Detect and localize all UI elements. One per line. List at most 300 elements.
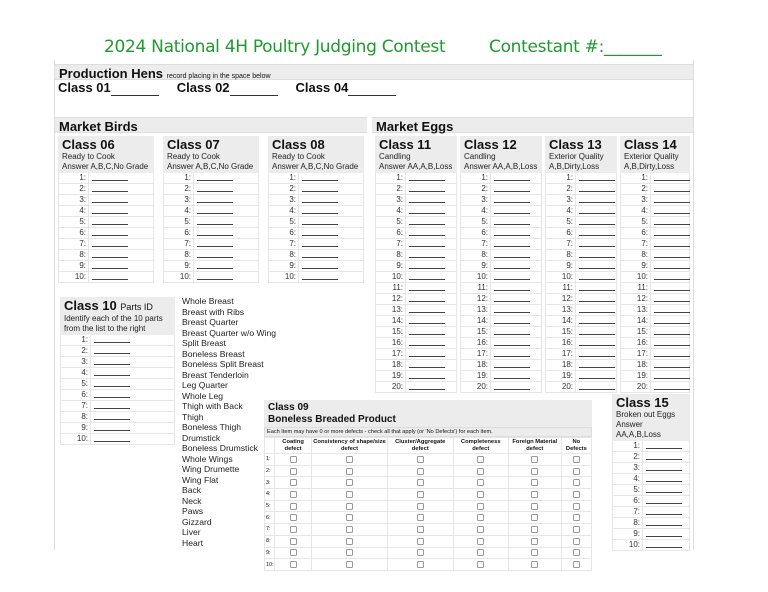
defect-checkbox[interactable]	[417, 549, 424, 556]
answer-row[interactable]	[620, 371, 690, 382]
defect-checkbox[interactable]	[531, 514, 538, 521]
answer-blank[interactable]	[194, 239, 258, 249]
answer-blank[interactable]	[491, 272, 541, 282]
defect-checkbox[interactable]	[290, 468, 297, 475]
answer-row[interactable]	[375, 349, 457, 360]
answer-blank[interactable]	[651, 305, 689, 315]
answer-blank[interactable]	[643, 529, 689, 539]
defect-checkbox[interactable]	[477, 526, 484, 533]
answer-blank[interactable]	[651, 360, 689, 370]
answer-row[interactable]	[460, 338, 542, 349]
answer-row[interactable]	[460, 316, 542, 327]
answer-blank[interactable]	[576, 228, 616, 238]
answer-blank[interactable]	[491, 239, 541, 249]
answer-row[interactable]	[545, 217, 617, 228]
answer-blank[interactable]	[91, 434, 174, 444]
defect-checkbox[interactable]	[531, 561, 538, 568]
answer-blank[interactable]	[89, 195, 153, 205]
production-class-field[interactable]	[296, 80, 397, 95]
answer-row[interactable]	[375, 316, 457, 327]
answer-row[interactable]	[620, 382, 690, 393]
defect-checkbox[interactable]	[417, 526, 424, 533]
answer-row[interactable]	[545, 261, 617, 272]
answer-blank[interactable]	[348, 80, 396, 96]
answer-blank[interactable]	[651, 371, 689, 381]
production-class-field[interactable]	[177, 80, 278, 95]
answer-row[interactable]	[375, 206, 457, 217]
defect-checkbox[interactable]	[346, 538, 353, 545]
answer-row[interactable]	[620, 261, 690, 272]
answer-row[interactable]	[163, 217, 259, 228]
answer-blank[interactable]	[406, 338, 456, 348]
production-class-field[interactable]	[58, 80, 159, 95]
answer-row[interactable]	[545, 250, 617, 261]
answer-blank[interactable]	[194, 195, 258, 205]
answer-row[interactable]	[268, 239, 364, 250]
defect-checkbox[interactable]	[531, 549, 538, 556]
defect-checkbox[interactable]	[573, 503, 580, 510]
defect-checkbox[interactable]	[290, 503, 297, 510]
answer-blank[interactable]	[299, 217, 363, 227]
answer-row[interactable]	[58, 272, 154, 283]
answer-row[interactable]	[375, 250, 457, 261]
answer-row[interactable]	[545, 338, 617, 349]
answer-blank[interactable]	[91, 335, 174, 345]
answer-row[interactable]	[58, 206, 154, 217]
answer-blank[interactable]	[576, 239, 616, 249]
defect-checkbox[interactable]	[290, 526, 297, 533]
answer-row[interactable]	[268, 184, 364, 195]
answer-blank[interactable]	[194, 261, 258, 271]
answer-blank[interactable]	[91, 390, 174, 400]
answer-row[interactable]	[375, 382, 457, 393]
answer-row[interactable]	[460, 382, 542, 393]
answer-blank[interactable]	[576, 338, 616, 348]
answer-row[interactable]	[545, 371, 617, 382]
answer-blank[interactable]	[406, 382, 456, 392]
answer-blank[interactable]	[194, 250, 258, 260]
answer-blank[interactable]	[406, 217, 456, 227]
defect-checkbox[interactable]	[531, 479, 538, 486]
answer-row[interactable]	[612, 507, 690, 518]
defect-checkbox[interactable]	[531, 503, 538, 510]
answer-blank[interactable]	[406, 360, 456, 370]
answer-blank[interactable]	[111, 80, 159, 96]
answer-row[interactable]	[60, 379, 175, 390]
defect-checkbox[interactable]	[531, 468, 538, 475]
defect-checkbox[interactable]	[477, 503, 484, 510]
answer-blank[interactable]	[576, 173, 616, 183]
answer-blank[interactable]	[406, 195, 456, 205]
answer-blank[interactable]	[576, 261, 616, 271]
answer-row[interactable]	[268, 228, 364, 239]
answer-blank[interactable]	[576, 184, 616, 194]
answer-blank[interactable]	[491, 195, 541, 205]
defect-checkbox[interactable]	[573, 549, 580, 556]
answer-blank[interactable]	[491, 316, 541, 326]
answer-blank[interactable]	[576, 316, 616, 326]
answer-blank[interactable]	[406, 294, 456, 304]
answer-row[interactable]	[268, 272, 364, 283]
answer-blank[interactable]	[194, 272, 258, 282]
answer-row[interactable]	[545, 195, 617, 206]
answer-row[interactable]	[460, 283, 542, 294]
defect-checkbox[interactable]	[290, 561, 297, 568]
answer-row[interactable]	[460, 217, 542, 228]
answer-blank[interactable]	[491, 283, 541, 293]
defect-checkbox[interactable]	[290, 456, 297, 463]
answer-row[interactable]	[375, 239, 457, 250]
answer-blank[interactable]	[91, 412, 174, 422]
answer-blank[interactable]	[194, 173, 258, 183]
answer-row[interactable]	[460, 349, 542, 360]
answer-blank[interactable]	[89, 261, 153, 271]
answer-row[interactable]	[460, 239, 542, 250]
answer-blank[interactable]	[643, 485, 689, 495]
answer-row[interactable]	[375, 338, 457, 349]
answer-blank[interactable]	[643, 452, 689, 462]
answer-row[interactable]	[268, 250, 364, 261]
answer-row[interactable]	[545, 283, 617, 294]
answer-row[interactable]	[375, 294, 457, 305]
answer-blank[interactable]	[194, 206, 258, 216]
answer-blank[interactable]	[491, 382, 541, 392]
defect-checkbox[interactable]	[290, 549, 297, 556]
defect-checkbox[interactable]	[346, 479, 353, 486]
answer-blank[interactable]	[651, 349, 689, 359]
answer-row[interactable]	[268, 173, 364, 184]
answer-blank[interactable]	[643, 518, 689, 528]
answer-row[interactable]	[60, 390, 175, 401]
answer-blank[interactable]	[651, 261, 689, 271]
answer-row[interactable]	[545, 382, 617, 393]
defect-checkbox[interactable]	[346, 549, 353, 556]
answer-blank[interactable]	[651, 294, 689, 304]
answer-row[interactable]	[375, 173, 457, 184]
answer-blank[interactable]	[491, 327, 541, 337]
answer-blank[interactable]	[643, 540, 689, 550]
defect-checkbox[interactable]	[477, 491, 484, 498]
defect-checkbox[interactable]	[290, 514, 297, 521]
answer-row[interactable]	[545, 360, 617, 371]
defect-checkbox[interactable]	[573, 479, 580, 486]
answer-row[interactable]	[620, 250, 690, 261]
answer-blank[interactable]	[406, 349, 456, 359]
answer-row[interactable]	[620, 239, 690, 250]
answer-row[interactable]	[620, 217, 690, 228]
answer-blank[interactable]	[406, 206, 456, 216]
answer-blank[interactable]	[406, 173, 456, 183]
answer-blank[interactable]	[651, 338, 689, 348]
answer-blank[interactable]	[651, 239, 689, 249]
answer-row[interactable]	[545, 316, 617, 327]
answer-blank[interactable]	[89, 206, 153, 216]
answer-blank[interactable]	[651, 382, 689, 392]
defect-checkbox[interactable]	[417, 514, 424, 521]
answer-blank[interactable]	[651, 316, 689, 326]
defect-checkbox[interactable]	[477, 561, 484, 568]
defect-checkbox[interactable]	[531, 538, 538, 545]
answer-row[interactable]	[620, 294, 690, 305]
answer-blank[interactable]	[406, 261, 456, 271]
answer-blank[interactable]	[491, 228, 541, 238]
answer-blank[interactable]	[651, 195, 689, 205]
answer-blank[interactable]	[491, 338, 541, 348]
answer-row[interactable]	[545, 327, 617, 338]
answer-blank[interactable]	[194, 184, 258, 194]
answer-blank[interactable]	[576, 217, 616, 227]
answer-row[interactable]	[545, 349, 617, 360]
answer-blank[interactable]	[406, 250, 456, 260]
answer-blank[interactable]	[491, 173, 541, 183]
defect-checkbox[interactable]	[417, 561, 424, 568]
answer-blank[interactable]	[91, 357, 174, 367]
answer-row[interactable]	[60, 401, 175, 412]
answer-row[interactable]	[545, 173, 617, 184]
defect-checkbox[interactable]	[346, 491, 353, 498]
answer-row[interactable]	[58, 184, 154, 195]
answer-row[interactable]	[58, 217, 154, 228]
answer-blank[interactable]	[299, 184, 363, 194]
answer-blank[interactable]	[299, 239, 363, 249]
answer-blank[interactable]	[576, 206, 616, 216]
defect-checkbox[interactable]	[417, 468, 424, 475]
answer-row[interactable]	[375, 217, 457, 228]
answer-blank[interactable]	[91, 346, 174, 356]
answer-blank[interactable]	[194, 217, 258, 227]
answer-blank[interactable]	[576, 349, 616, 359]
defect-checkbox[interactable]	[531, 456, 538, 463]
answer-blank[interactable]	[299, 173, 363, 183]
answer-row[interactable]	[620, 206, 690, 217]
defect-checkbox[interactable]	[290, 479, 297, 486]
answer-blank[interactable]	[491, 250, 541, 260]
defect-checkbox[interactable]	[346, 456, 353, 463]
answer-blank[interactable]	[491, 261, 541, 271]
answer-row[interactable]	[375, 184, 457, 195]
answer-row[interactable]	[545, 294, 617, 305]
answer-row[interactable]	[58, 195, 154, 206]
answer-row[interactable]	[460, 360, 542, 371]
defect-checkbox[interactable]	[346, 526, 353, 533]
answer-blank[interactable]	[230, 80, 278, 96]
defect-checkbox[interactable]	[417, 456, 424, 463]
answer-row[interactable]	[163, 228, 259, 239]
answer-row[interactable]	[620, 173, 690, 184]
answer-blank[interactable]	[643, 474, 689, 484]
answer-row[interactable]	[163, 272, 259, 283]
answer-row[interactable]	[268, 206, 364, 217]
answer-blank[interactable]	[299, 195, 363, 205]
defect-checkbox[interactable]	[573, 456, 580, 463]
defect-checkbox[interactable]	[417, 503, 424, 510]
answer-row[interactable]	[268, 261, 364, 272]
answer-row[interactable]	[545, 184, 617, 195]
answer-row[interactable]	[620, 360, 690, 371]
answer-row[interactable]	[460, 228, 542, 239]
answer-row[interactable]	[375, 360, 457, 371]
answer-blank[interactable]	[491, 184, 541, 194]
answer-blank[interactable]	[406, 305, 456, 315]
defect-checkbox[interactable]	[573, 561, 580, 568]
answer-row[interactable]	[460, 195, 542, 206]
answer-blank[interactable]	[651, 327, 689, 337]
answer-blank[interactable]	[89, 272, 153, 282]
answer-row[interactable]	[163, 261, 259, 272]
answer-blank[interactable]	[91, 401, 174, 411]
answer-row[interactable]	[58, 228, 154, 239]
answer-row[interactable]	[545, 228, 617, 239]
answer-row[interactable]	[58, 173, 154, 184]
answer-blank[interactable]	[643, 441, 689, 451]
answer-blank[interactable]	[491, 349, 541, 359]
defect-checkbox[interactable]	[573, 468, 580, 475]
answer-row[interactable]	[620, 338, 690, 349]
defect-checkbox[interactable]	[290, 538, 297, 545]
answer-blank[interactable]	[491, 217, 541, 227]
answer-blank[interactable]	[643, 507, 689, 517]
answer-row[interactable]	[620, 184, 690, 195]
answer-blank[interactable]	[491, 371, 541, 381]
answer-row[interactable]	[460, 327, 542, 338]
answer-row[interactable]	[375, 261, 457, 272]
answer-row[interactable]	[460, 261, 542, 272]
answer-row[interactable]	[460, 371, 542, 382]
answer-row[interactable]	[60, 412, 175, 423]
defect-checkbox[interactable]	[346, 468, 353, 475]
answer-blank[interactable]	[89, 250, 153, 260]
answer-row[interactable]	[268, 195, 364, 206]
defect-checkbox[interactable]	[477, 538, 484, 545]
answer-blank[interactable]	[491, 305, 541, 315]
answer-row[interactable]	[268, 217, 364, 228]
answer-row[interactable]	[163, 195, 259, 206]
answer-row[interactable]	[620, 327, 690, 338]
answer-row[interactable]	[612, 485, 690, 496]
defect-checkbox[interactable]	[573, 491, 580, 498]
answer-row[interactable]	[612, 441, 690, 452]
answer-row[interactable]	[620, 349, 690, 360]
answer-blank[interactable]	[643, 496, 689, 506]
defect-checkbox[interactable]	[531, 491, 538, 498]
answer-blank[interactable]	[576, 294, 616, 304]
answer-blank[interactable]	[651, 272, 689, 282]
answer-blank[interactable]	[576, 371, 616, 381]
answer-row[interactable]	[620, 305, 690, 316]
answer-blank[interactable]	[406, 327, 456, 337]
answer-blank[interactable]	[651, 206, 689, 216]
answer-row[interactable]	[163, 239, 259, 250]
answer-row[interactable]	[620, 195, 690, 206]
answer-row[interactable]	[58, 250, 154, 261]
answer-row[interactable]	[545, 206, 617, 217]
defect-checkbox[interactable]	[477, 456, 484, 463]
answer-row[interactable]	[375, 272, 457, 283]
defect-checkbox[interactable]	[573, 538, 580, 545]
answer-row[interactable]	[620, 272, 690, 283]
defect-checkbox[interactable]	[417, 538, 424, 545]
answer-blank[interactable]	[299, 206, 363, 216]
answer-row[interactable]	[612, 529, 690, 540]
answer-row[interactable]	[60, 357, 175, 368]
answer-row[interactable]	[460, 173, 542, 184]
answer-blank[interactable]	[491, 294, 541, 304]
answer-blank[interactable]	[89, 228, 153, 238]
answer-blank[interactable]	[651, 228, 689, 238]
answer-row[interactable]	[60, 346, 175, 357]
answer-row[interactable]	[375, 327, 457, 338]
defect-checkbox[interactable]	[573, 514, 580, 521]
answer-blank[interactable]	[194, 228, 258, 238]
answer-row[interactable]	[612, 452, 690, 463]
answer-row[interactable]	[163, 184, 259, 195]
answer-row[interactable]	[163, 206, 259, 217]
answer-blank[interactable]	[406, 272, 456, 282]
answer-blank[interactable]	[406, 316, 456, 326]
answer-row[interactable]	[460, 305, 542, 316]
answer-row[interactable]	[375, 305, 457, 316]
answer-blank[interactable]	[89, 173, 153, 183]
answer-blank[interactable]	[406, 239, 456, 249]
answer-blank[interactable]	[299, 272, 363, 282]
defect-checkbox[interactable]	[477, 514, 484, 521]
answer-blank[interactable]	[576, 250, 616, 260]
answer-blank[interactable]	[406, 184, 456, 194]
answer-row[interactable]	[60, 423, 175, 434]
answer-blank[interactable]	[651, 184, 689, 194]
answer-row[interactable]	[620, 283, 690, 294]
answer-row[interactable]	[58, 261, 154, 272]
answer-row[interactable]	[163, 250, 259, 261]
answer-blank[interactable]	[576, 382, 616, 392]
answer-row[interactable]	[612, 463, 690, 474]
defect-checkbox[interactable]	[477, 479, 484, 486]
answer-row[interactable]	[612, 496, 690, 507]
answer-blank[interactable]	[651, 250, 689, 260]
defect-checkbox[interactable]	[417, 491, 424, 498]
answer-row[interactable]	[612, 474, 690, 485]
answer-row[interactable]	[545, 305, 617, 316]
answer-row[interactable]	[375, 228, 457, 239]
defect-checkbox[interactable]	[477, 549, 484, 556]
answer-row[interactable]	[375, 371, 457, 382]
answer-row[interactable]	[163, 173, 259, 184]
answer-row[interactable]	[460, 184, 542, 195]
answer-blank[interactable]	[91, 379, 174, 389]
answer-blank[interactable]	[299, 261, 363, 271]
answer-row[interactable]	[620, 316, 690, 327]
defect-checkbox[interactable]	[346, 503, 353, 510]
answer-blank[interactable]	[651, 283, 689, 293]
answer-blank[interactable]	[89, 217, 153, 227]
answer-row[interactable]	[60, 368, 175, 379]
answer-blank[interactable]	[91, 423, 174, 433]
defect-checkbox[interactable]	[531, 526, 538, 533]
answer-blank[interactable]	[89, 239, 153, 249]
answer-blank[interactable]	[576, 195, 616, 205]
answer-row[interactable]	[460, 294, 542, 305]
answer-blank[interactable]	[91, 368, 174, 378]
answer-row[interactable]	[612, 518, 690, 529]
defect-checkbox[interactable]	[346, 561, 353, 568]
answer-blank[interactable]	[89, 184, 153, 194]
answer-blank[interactable]	[643, 463, 689, 473]
defect-checkbox[interactable]	[477, 468, 484, 475]
defect-checkbox[interactable]	[417, 479, 424, 486]
answer-row[interactable]	[60, 335, 175, 346]
answer-blank[interactable]	[491, 360, 541, 370]
answer-blank[interactable]	[406, 283, 456, 293]
